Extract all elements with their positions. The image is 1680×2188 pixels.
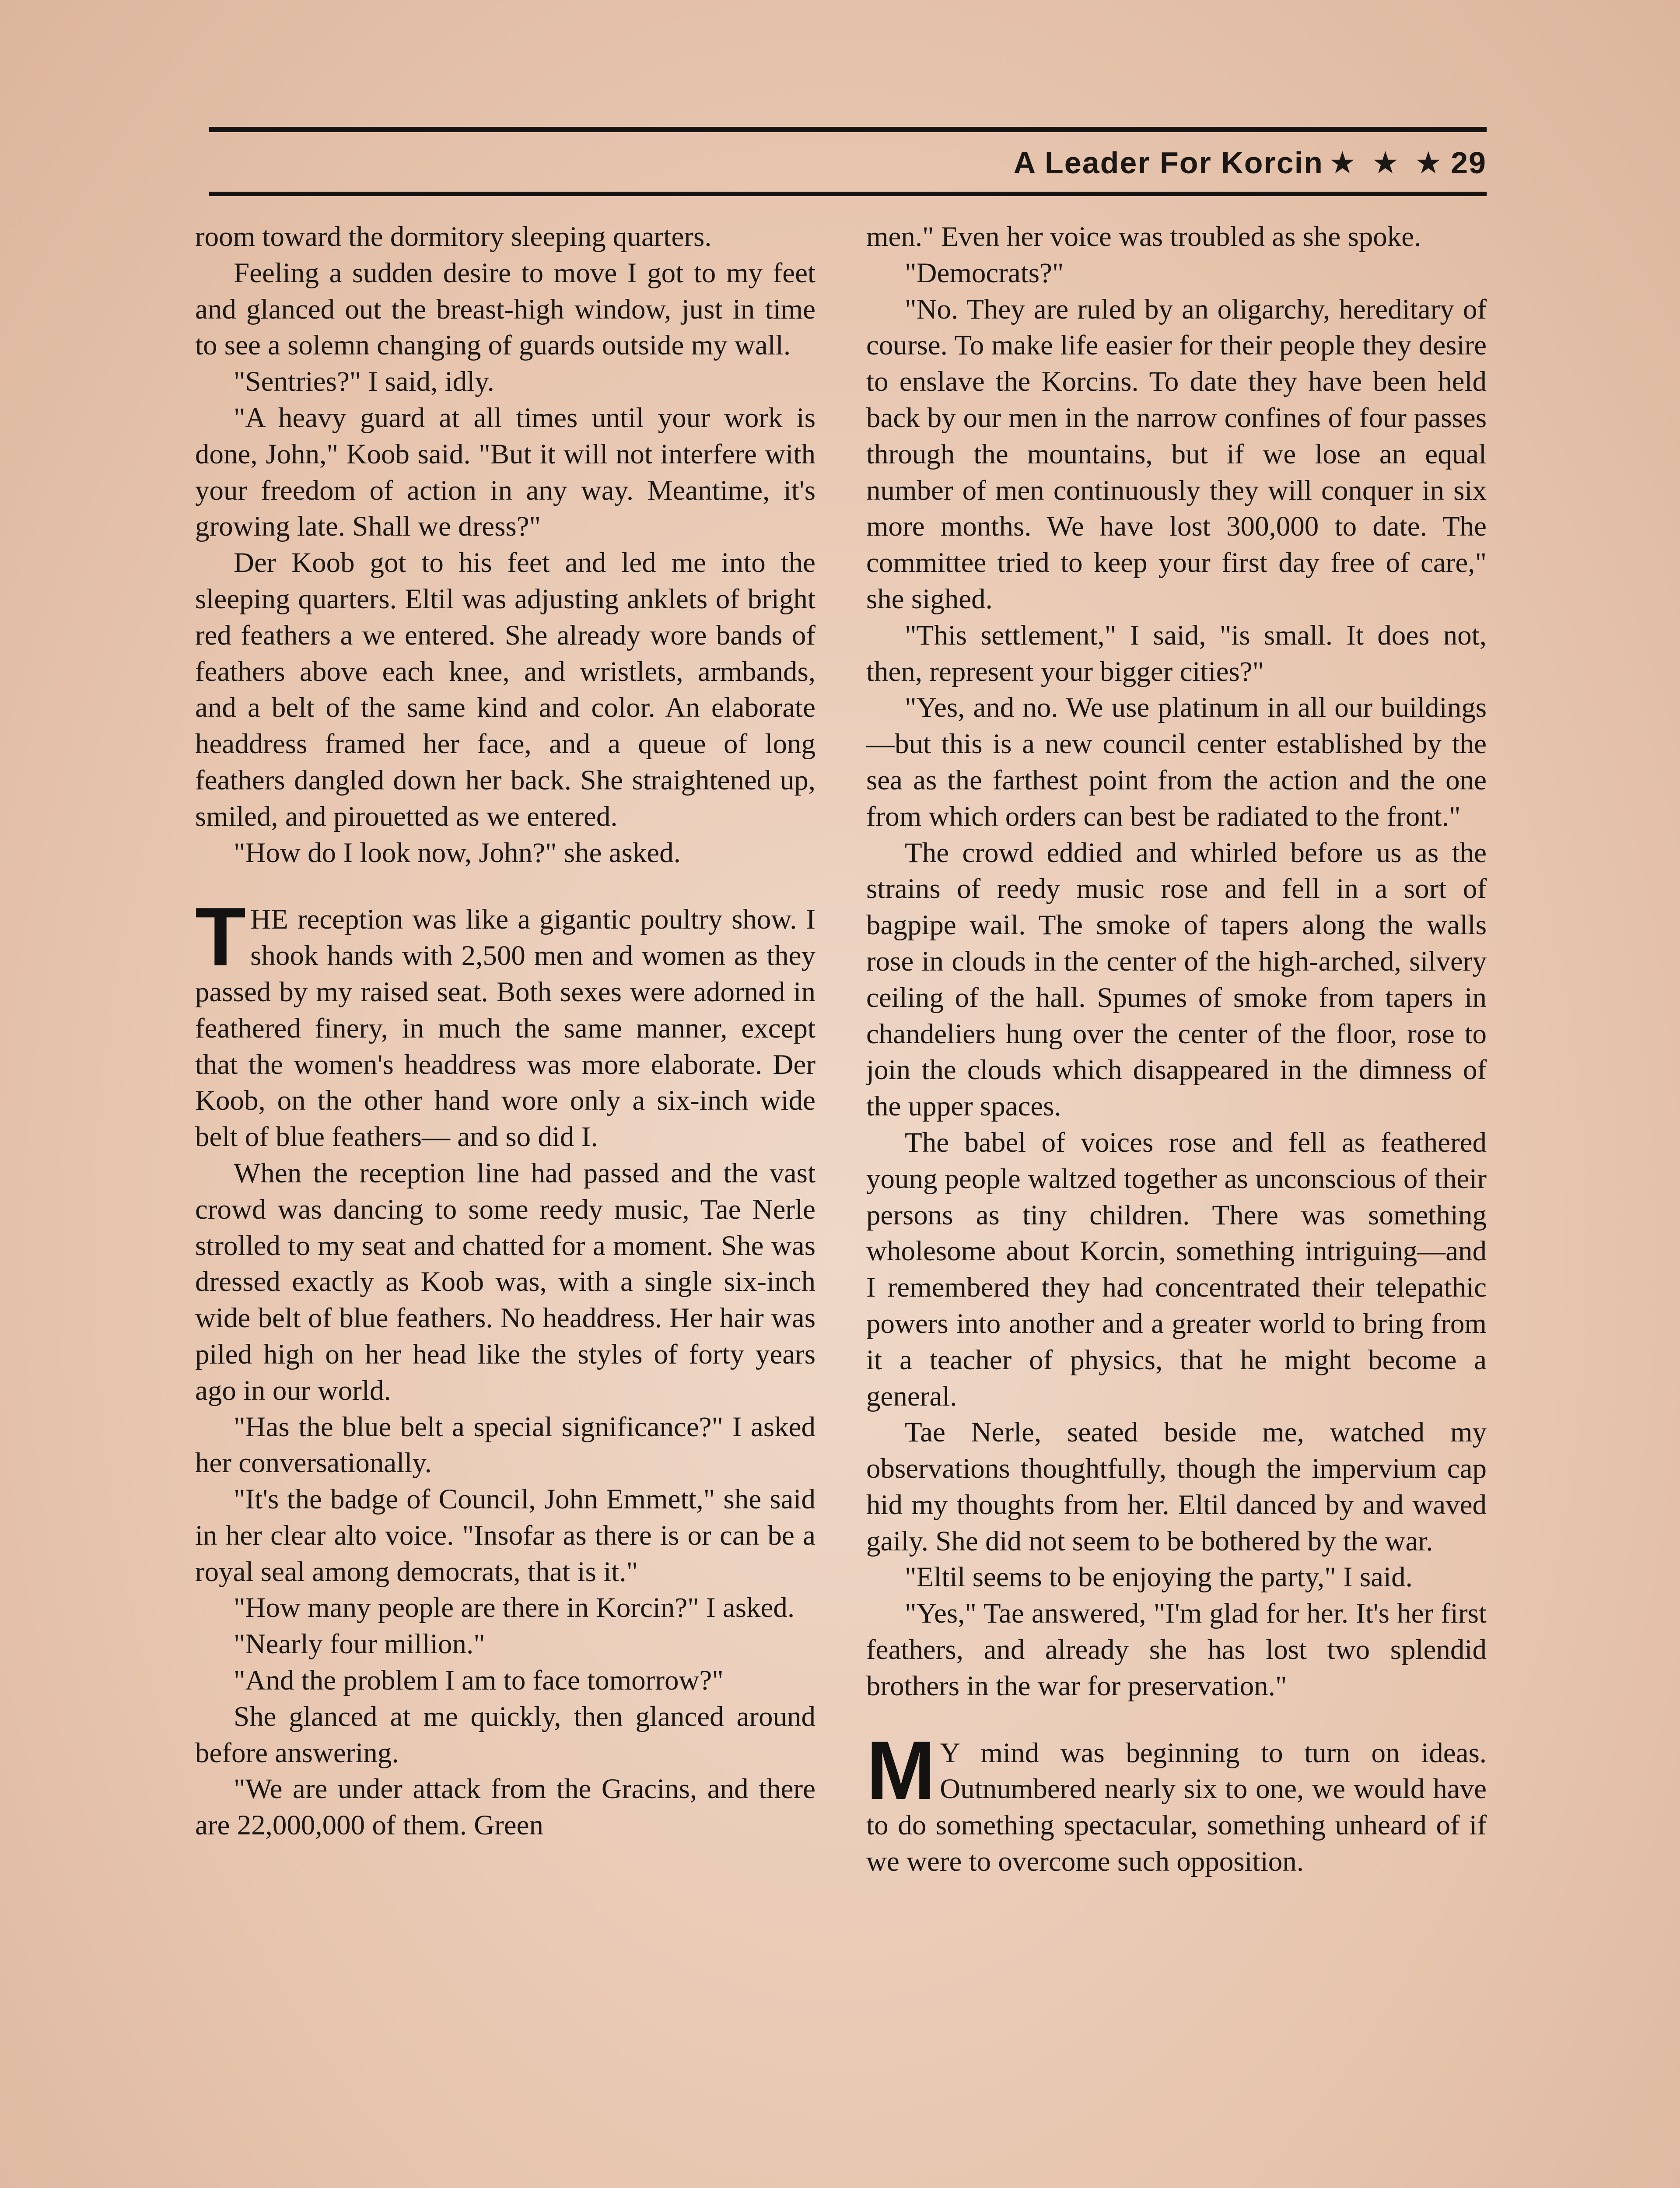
section-paragraph [195, 891, 816, 1155]
right-column [866, 219, 1487, 2188]
paragraph: "How many people are there in Korcin?" I asked. [234, 1592, 795, 1624]
paragraph: "Nearly four million." [234, 1628, 485, 1660]
paragraph: "We are under attack from the Gracins, and there are 22,000,000 of them. Green [195, 1773, 816, 1841]
paragraph: "Has the blue belt a special significance?" I asked her conversationally. [195, 1411, 816, 1479]
header-rule-top [209, 127, 1487, 132]
star-icons: ★ ★ ★ [1328, 146, 1446, 180]
running-header [1014, 141, 1487, 185]
paragraph: Feeling a sudden desire to move I got to my feet and glanced out the breast-high window, just in time to see a solemn changing of guards outside my wall. [195, 257, 816, 361]
paragraph: The babel of voices rose and fell as feathered young people waltzed together as unconscious of their persons as tiny children. There was something wholesome about Korcin, something intriguing—and I remembered they had concentrated their telepathic powers into another and a greater world to bring from it a teacher of physics, that he might become a general. [866, 1126, 1487, 1412]
drop-cap: T [195, 891, 246, 984]
paragraph: "It's the badge of Council, John Emmett," she said in her clear alto voice. "Insofar as there is or can be a royal seal among democrats, that is it." [195, 1483, 816, 1588]
paragraph: "And the problem I am to face tomorrow?" [234, 1665, 724, 1697]
drop-cap: M [866, 1724, 936, 1817]
paragraph: "Yes," Tae answered, "I'm glad for her. It's her first feathers, and already she has lost two splendid brothers in the war for preservation." [866, 1598, 1487, 1702]
paragraph-text: Y mind was beginning to turn on ideas. Outnumbered nearly six to one, we would have to do something spectacular, something unheard of if we were to overcome such opposition. [866, 1737, 1487, 1878]
paragraph: "Eltil seems to be enjoying the party," I said. [905, 1561, 1413, 1593]
paragraph: Tae Nerle, seated beside me, watched my observations thoughtfully, though the impervium cap hid my thoughts from her. Eltil danced by and waved gaily. She did not seem to be bothered by the war. [866, 1417, 1487, 1557]
paragraph: Der Koob got to his feet and led me into the sleeping quarters. Eltil was adjusting anklets of bright red feathers a we entered. She already wore bands of feathers above each knee, and wristlets, armbands, and a belt of the same kind and color. An elaborate headdress framed her face, and a queue of long feathers dangled down her back. She straightened up, smiled, and pirouetted as we entered. [195, 547, 816, 832]
paragraph: "Yes, and no. We use platinum in all our buildings—but this is a new council center established by the sea as the farthest point from the action and the one from which orders can best be radiated to the front." [866, 692, 1487, 832]
paragraph: When the reception line had passed and the vast crowd was dancing to some reedy music, Tae Nerle strolled to my seat and chatted for a moment. She was dressed exactly as Koob was, with a single six-inch wide belt of blue feathers. No headdress. Her hair was piled high on her head like the styles of forty years ago in our world. [195, 1157, 816, 1406]
paragraph-text: HE reception was like a gigantic poultry show. I shook hands with 2,500 men and women as they passed by my raised seat. Both sexes were adorned in feathered finery, in much the same manner, except that the women's headdress was more elaborate. Der Koob, on the other hand wore only a six-inch wide belt of blue feathers— and so did I. [195, 904, 816, 1153]
paragraph: room toward the dormitory sleeping quarters. [195, 221, 712, 252]
story-title: A Leader For Korcin [1013, 146, 1323, 180]
paragraph: "No. They are ruled by an oligarchy, hereditary of course. To make life easier for their people they desire to enslave the Korcins. To date they have been held back by our men in the narrow confines of four passes through the mountains, but if we lose an equal number of men continuously they will conquer in six more months. We have lost 300,000 to date. The committee tried to keep your first day free of care," she sighed. [866, 293, 1487, 615]
paragraph: "Sentries?" I said, idly. [234, 366, 494, 398]
section-paragraph [866, 1724, 1487, 1880]
paragraph: "How do I look now, John?" she asked. [234, 837, 681, 869]
left-column [195, 219, 816, 2188]
paragraph: She glanced at me quickly, then glanced around before answering. [195, 1701, 816, 1769]
paragraph: "A heavy guard at all times until your work is done, John," Koob said. "But it will not interfere with your freedom of action in any way. Meantime, it's growing late. Shall we dress?" [195, 402, 816, 543]
paragraph: "This settlement," I said, "is small. It does not, then, represent your bigger cities?" [866, 619, 1487, 687]
paragraph: men." Even her voice was troubled as she spoke. [866, 221, 1421, 252]
paragraph: "Democrats?" [905, 257, 1064, 289]
header-rule-bottom [209, 192, 1487, 196]
page-number: 29 [1451, 146, 1487, 180]
paragraph: The crowd eddied and whirled before us as the strains of reedy music rose and fell in a sort of bagpipe wail. The smoke of tapers along the walls rose in clouds in the center of the high-arched, silvery ceiling of the hall. Spumes of smoke from tapers in chandeliers hung over the center of the floor, rose to join the clouds which disappeared in the dimness of the upper spaces. [866, 837, 1487, 1122]
